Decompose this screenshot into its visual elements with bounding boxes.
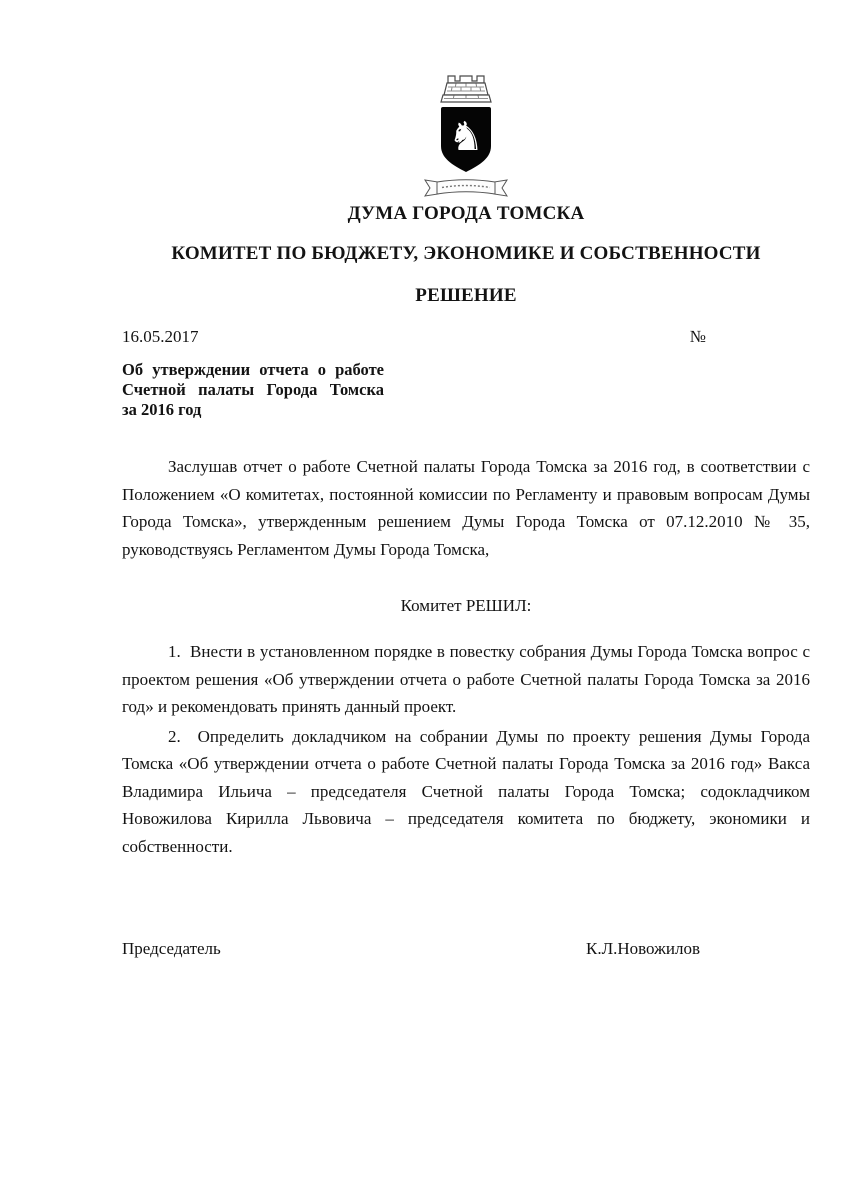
committee-title: КОМИТЕТ ПО БЮДЖЕТУ, ЭКОНОМИКЕ И СОБСТВЕННОСТИ	[171, 243, 761, 264]
organization-title: ДУМА ГОРОДА ТОМСКА	[347, 203, 585, 224]
horse-icon: ♞	[448, 114, 484, 160]
subject-line: Счетной палаты Города Томска	[122, 380, 384, 399]
signature-title: Председатель	[122, 939, 221, 958]
subject-line: Об утверждении отчета о работе	[122, 360, 384, 379]
resolution-heading: Комитет РЕШИЛ:	[400, 596, 532, 615]
document-date: 16.05.2017	[122, 327, 199, 346]
preamble-paragraph: Заслушав отчет о работе Счетной палаты Города Томска за 2016 год, в соответствии с Положением «О комитетах, постоянной комиссии по Регламенту и правовым вопросам Думы Города Томска», утвержденным решением Думы Города Томска от 07.12.2010 № 35, руководствуясь Регламентом Думы Города Томска,	[122, 457, 810, 559]
signature-row	[122, 939, 810, 959]
document-type-title: РЕШЕНИЕ	[415, 285, 517, 306]
subject-block	[122, 360, 384, 420]
subject-line: за 2016 год	[122, 400, 202, 419]
document-number-label: №	[689, 327, 706, 346]
resolution-item-1: 1. Внести в установленном порядке в повестку собрания Думы Города Томска вопрос с проектом решения «Об утверждении отчета о работе Счетной палаты Города Томска за 2016 год» и рекомендовать принять данный проект.	[122, 642, 810, 716]
tomsk-coat-of-arms	[122, 75, 810, 198]
signature-name: К.Л.Новожилов	[586, 939, 700, 958]
document-content	[122, 75, 810, 959]
motto-ribbon-icon	[424, 176, 508, 198]
meta-row	[122, 327, 810, 347]
mural-crown-icon	[438, 75, 494, 104]
resolution-item-2: 2. Определить докладчиком на собрании Думы по проекту решения Думы Города Томска «Об утверждении отчета о работе Счетной палаты Города Томска за 2016 год» Вакса Владимира Ильича – председателя Счетной палаты Города Томска; содокладчиком Новожилова Кирилла Львовича – председателя комитета по бюджету, экономики и собственности.	[122, 726, 810, 856]
